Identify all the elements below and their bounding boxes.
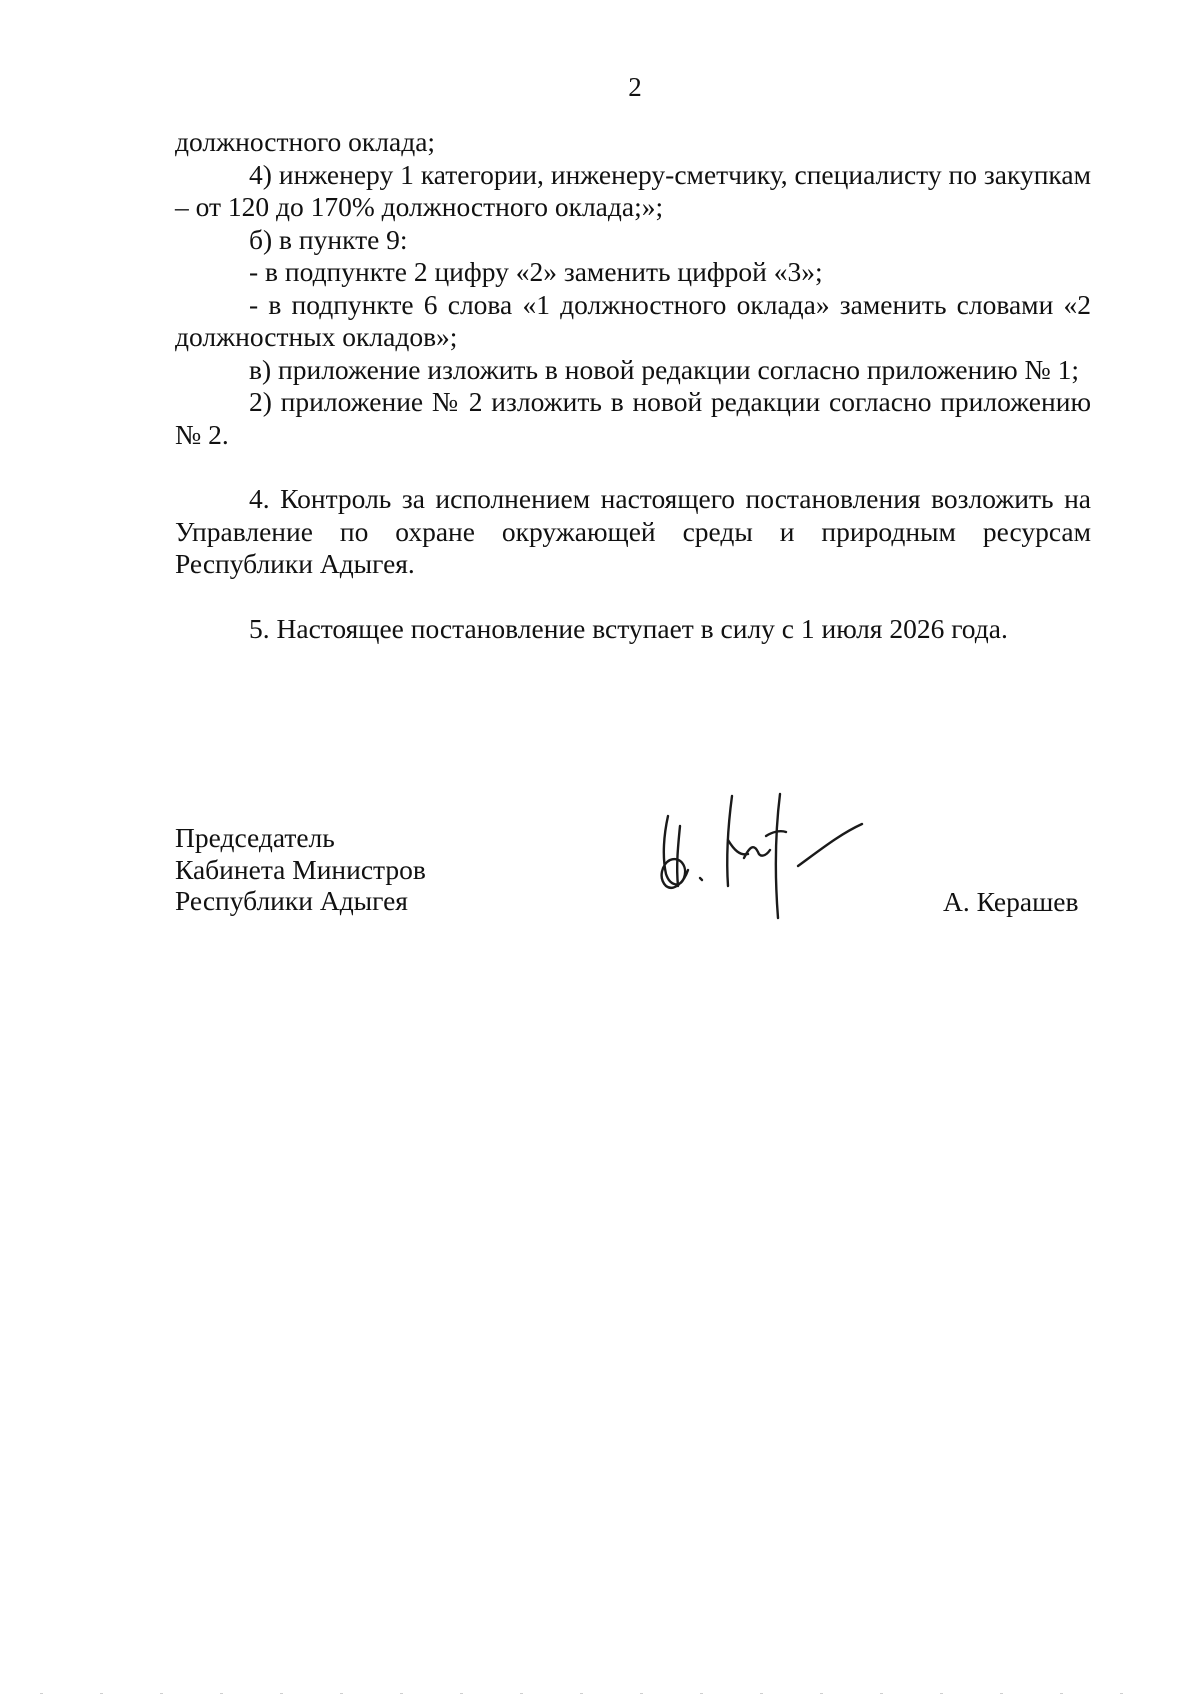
paragraph-item-v: в) приложение изложить в новой редакции согласно приложению № 1;: [249, 353, 1079, 385]
scan-artifact-line: [40, 1693, 1160, 1694]
signatory-name: А. Керашев: [943, 886, 1079, 917]
handwritten-signature: [640, 786, 870, 926]
paragraph-section-4: 4. Контроль за исполнением настоящего постановления возложить на Управление по охране окружающей среды и природным ресурсам Республики Адыгея.: [175, 483, 1091, 579]
paragraph-section-5: 5. Настоящее постановление вступает в силу с 1 июля 2026 года.: [249, 612, 1008, 644]
signatory-title-line: Республики Адыгея: [175, 885, 408, 916]
paragraph-subitem-6: - в подпункте 6 слова «1 должностного оклада» заменить словами «2 должностных окладов»;: [175, 288, 1091, 352]
paragraph-continuation: должностного оклада;: [175, 126, 436, 157]
paragraph-subitem-2: - в подпункте 2 цифру «2» заменить цифрой «3»;: [249, 256, 823, 287]
paragraph-item-b: б) в пункте 9:: [249, 223, 408, 255]
document-body: [175, 126, 1091, 645]
signatory-title-line: Кабинета Министров: [175, 853, 426, 885]
signatory-title: [175, 822, 426, 917]
page-number: 2: [628, 72, 642, 102]
signatory-title-line: Председатель: [175, 822, 335, 853]
paragraph-item-2: 2) приложение № 2 изложить в новой редакции согласно приложению № 2.: [175, 386, 1091, 450]
paragraph-item-4: 4) инженеру 1 категории, инженеру-сметчику, специалисту по закупкам – от 120 до 170% должностного оклада;»;: [175, 158, 1091, 222]
